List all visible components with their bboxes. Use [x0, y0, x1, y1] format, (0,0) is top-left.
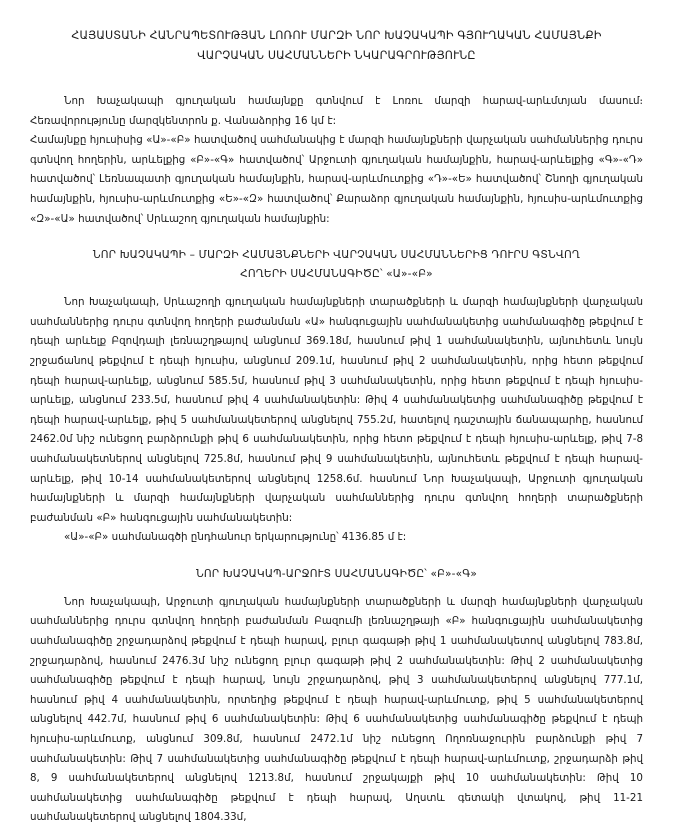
section-2-body: Նոր Խաչակապի, Արջուտի գյուղական համայնքների տարածքների և մարզի համայնքների վարչական սահմաններից դուրս գտնվող հողերի բաժանման Բազումի լեռնաշղթայի «Բ» հանգուցային սահմանակետից սահմանագիծը շրջադարձով թեքվում է դեպի հարավ, բլուր գագաթի թիվ 1 սահմանակետով անցնելով 783.8մ, շրջադարձով, հասնում 2476.3մ նիշ ունեցող բլուր գագաթի թիվ 2 սահմանակետին: Թիվ 2 սահմանակետից սահմանագիծը թեքվում է դեպի հարավ, նույն շրջադարձով, թիվ 3 սահմանակետերով անցնելով 777.1մ, հասնում թիվ 4 սահմանակետին, որտեղից թեքվում է դեպի հարավ-արևմուտք, թիվ 5 սահմանակետերով անցնելով 442.7մ, հասնում թիվ 6 սահմանակետին: Թիվ 6 սահմանակետից սահմանագիծը թեքվում է դեպի հյուսիս-արևմուտք, անցնում 309.8մ, հասնում 2472.1մ նիշ ունեցող Ողոռնաջուրին բարձունքի թիվ 7 սահմանակետին: Թիվ 7 սահմանակետից սահմանագիծը թեքվում է դեպի հարավ-արևմուտք, շրջադարձի թիվ 8, 9 սահմանակետերով անցնելով 1213.8մ, հասնում շրջակայքի թիվ 10 սահմանակետին: Թիվ 10 սահմանակետից սահմանագիծը թեքվում է դեպի հարավ, Աղստև գետակի վտակով, թիվ 11-21 սահմանակետերով անցնելով 1804.33մ,: [30, 595, 643, 824]
intro-paragraph-1: Նոր Խաչակապի գյուղական համայնքը գտնվում է Լոռու մարզի հարավ-արևմտյան մասում։ Հեռավորությունը մարզկենտրոն ք. Վանաձորից 16 կմ է:: [30, 95, 643, 127]
section-1-body: Նոր Խաչակապի, Սրևաշողի գյուղական համայնքների տարածքների և մարզի համայնքների վարչական սահմաններից դուրս գտնվող հողերի բաժանման «Ա» հանգուցային սահմանակետից սահմանագիծը թեքվում է դեպի արևելք Բզովդալի լեռնաշղթայով անցնում 369.18մ, հասնում թիվ 1 սահմանակետին, այնուհետև նույն շրջաճանով թեքվում է դեպի հյուսիս, անցնում 209.1մ, հասնում թիվ 2 սահմանակետին, որից հետո թեքվում դեպի հարավ-արևելք, անցնում 585.5մ, հասնում թիվ 3 սահմանակետին, որից հետո թեքվում է դեպի հյուսիս-արևելք, անցնում 233.5մ, հասնում թիվ 4 սահմանակետին: Թիվ 4 սահմանակետից սահմանագիծը թեքվում է դեպի հարավ-արևելք, թիվ 5 սահմանակետերով անցնելով 755.2մ, հատելով դաշտային ճանապարհը, հասնում 2462.0մ նիշ ունեցող բարձրունքի թիվ 6 սահմանակետին, որից հետո թեքվում է դեպի հյուսիս-արևելք, թիվ 7-8 սահմանակետներով անցնելով 725.8մ, հասնում թիվ 9 սահմանակետին, այնուհետև թեքվում է դեպի հարավ-արևելք, թիվ 10-14 սահմանակետերով անցնելով 1258.6մ. հասնում Նոր Խաչակապի, Արջուտի գյուղական համայնքների և մարզի համայնքների վարչական սահմաններից դուրս գտնվող հողերի տարածքների բաժանման «Բ» հանգուցային սահմանակետին:: [30, 296, 643, 524]
intro-paragraph-2: Համայնքը հյուսիսից «Ա»-«Բ» հատվածով սահմանակից է մարզի համայնքների վարչական սահմաններից դուրս գտնվող հողերին, արևելքից «Բ»-«Գ» հատվածով՝ Արջուտի գյուղական համայնքին, հարավ-արևելքից «Գ»-«Դ» հատվածով՝ Լեռնապատի գյուղական համայնքին, հարավ-արևմուտքից «Դ»-«Ե» հատվածով՝ Շնողի գյուղական համայնքին, հյուսիս-արևմուտքից «Ե»-«Զ» հատվածով՝ Քարաձոր գյուղական համայնքին, հյուսիս-արևմուտքից «Զ»-«Ա» հատվածով՝ Սրևաշող գյուղական համայնքին:: [30, 134, 643, 225]
section-2-heading-line-1: ՆՈՐ ԽԱՉԱԿԱՊ-ԱՐՋՈՒՏ ՍԱՀՄԱՆԱԳԻԾԸ՝ «Բ»-«Գ»: [195, 567, 478, 580]
section-1-heading-line-2: ՀՈՂԵՐԻ ՍԱՀՄԱՆԱԳԻԾԸ՝ «Ա»-«Բ»: [240, 268, 433, 281]
section-1-total-length: «Ա»-«Բ» սահմանագծի ընդհանուր երկարությունը՝ 4136.85 մ է:: [64, 531, 407, 544]
section-1-heading-line-1: ՆՈՐ ԽԱՉԱԿԱՊԻ – ՄԱՐԶԻ ՀԱՄԱՅՆՔՆԵՐԻ ՎԱՐՉԱԿԱՆ ՍԱՀՄԱՆՆԵՐԻՑ ԴՈՒՐՍ ԳՏՆՎՈՂ: [92, 249, 581, 262]
document-title-line-1: ՀԱՅԱՍՏԱՆԻ ՀԱՆՐԱՊԵՏՈՒԹՅԱՆ ԼՈՌՈՒ ՄԱՐԶԻ ՆՈՐ ԽԱՉԱԿԱՊԻ ԳՅՈՒՂԱԿԱՆ ՀԱՄԱՅՆՔԻ: [71, 29, 602, 42]
document-title-line-2: ՎԱՐՉԱԿԱՆ ՍԱՀՄԱՆՆԵՐԻ ՆԿԱՐԱԳՐՈՒԹՅՈՒՆԸ: [197, 49, 476, 62]
